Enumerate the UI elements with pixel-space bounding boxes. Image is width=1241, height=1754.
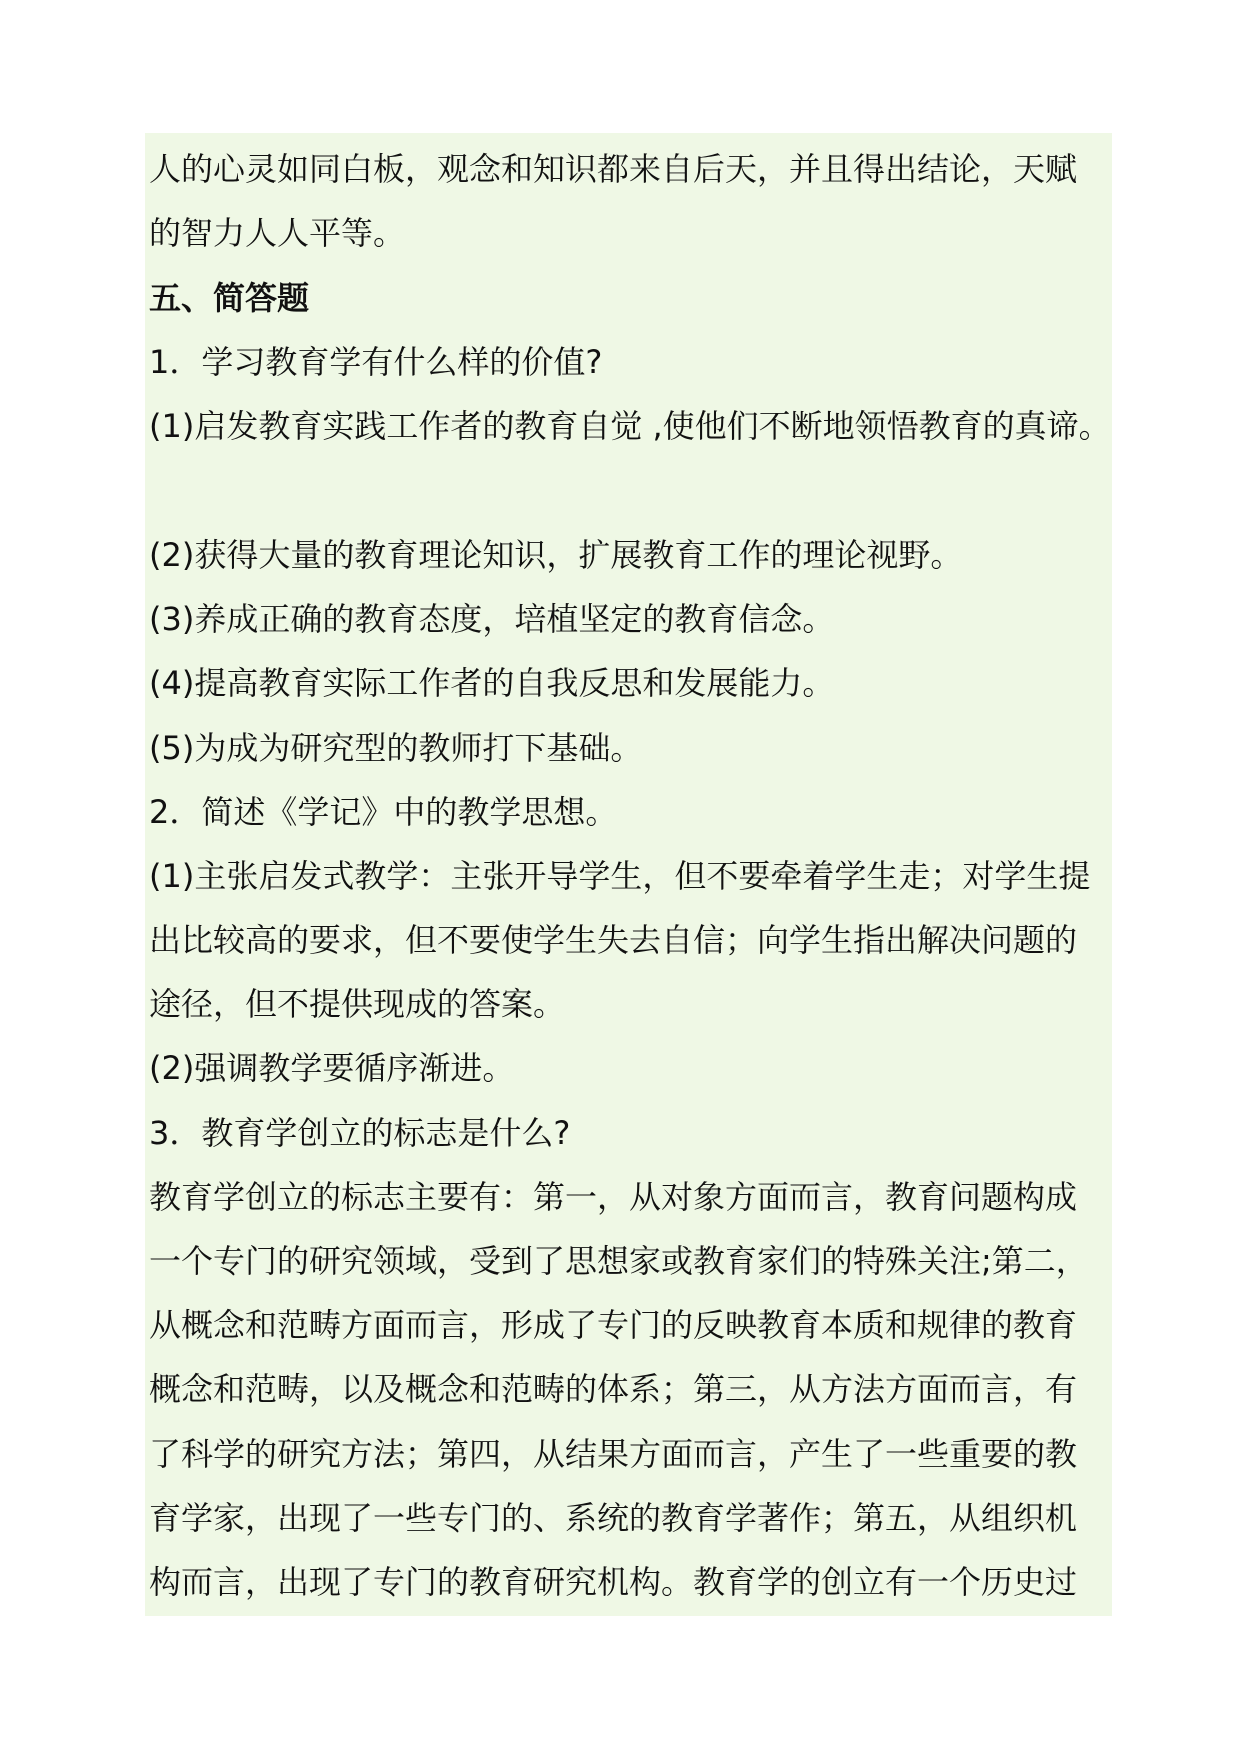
section-heading: 五、简答题 [149, 279, 310, 317]
answer-line: (2)强调教学要循序渐进。 [149, 1049, 515, 1087]
intro-line: 人的心灵如同白板，观念和知识都来自后天，并且得出结论，天赋 [149, 150, 1078, 188]
answer-line: 了科学的研究方法；第四，从结果方面而言，产生了一些重要的教 [149, 1435, 1078, 1473]
answer-line: (5)为成为研究型的教师打下基础。 [149, 729, 643, 767]
question-2: 2．简述《学记》中的教学思想。 [149, 793, 618, 831]
answer-line: 出比较高的要求，但不要使学生失去自信；向学生指出解决问题的 [149, 921, 1078, 959]
answer-line: (1)主张启发式教学：主张开导学生，但不要牵着学生走；对学生提 [149, 857, 1091, 895]
answer-line: 一个专门的研究领域，受到了思想家或教育家们的特殊关注;第二， [149, 1242, 1088, 1280]
answer-line: 途径，但不提供现成的答案。 [149, 985, 566, 1023]
answer-line: 教育学创立的标志主要有：第一，从对象方面而言，教育问题构成 [149, 1178, 1078, 1216]
answer-line: (3)养成正确的教育态度，培植坚定的教育信念。 [149, 600, 835, 638]
answer-line: 育学家，出现了一些专门的、系统的教育学著作；第五，从组织机 [149, 1499, 1078, 1537]
answer-line: 概念和范畴，以及概念和范畴的体系；第三，从方法方面而言，有 [149, 1370, 1078, 1408]
answer-line: 从概念和范畴方面而言，形成了专门的反映教育本质和规律的教育 [149, 1306, 1078, 1344]
answer-line: (4)提高教育实际工作者的自我反思和发展能力。 [149, 664, 835, 702]
intro-line: 的智力人人平等。 [149, 214, 406, 252]
question-3: 3．教育学创立的标志是什么? [149, 1114, 571, 1152]
answer-line: 构而言，出现了专门的教育研究机构。教育学的创立有一个历史过 [149, 1563, 1078, 1601]
highlighted-text-block [145, 133, 1112, 1616]
answer-line: (2)获得大量的教育理论知识，扩展教育工作的理论视野。 [149, 536, 963, 574]
question-1: 1．学习教育学有什么样的价值? [149, 343, 603, 381]
answer-line: (1)启发教育实践工作者的教育自觉 ,使他们不断地领悟教育的真谛。 [149, 407, 1111, 445]
